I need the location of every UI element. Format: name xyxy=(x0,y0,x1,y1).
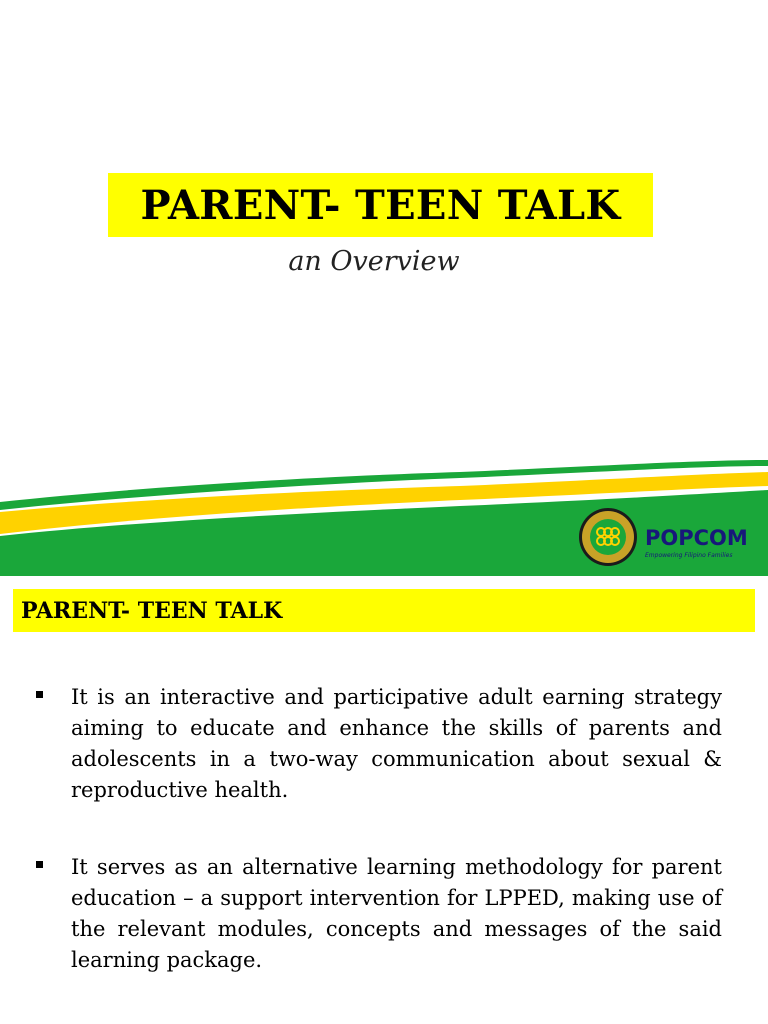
title-highlight-box xyxy=(108,173,653,237)
slide-header: PARENT- TEEN TALK xyxy=(21,597,283,624)
header-highlight-bar xyxy=(13,589,755,632)
list-item xyxy=(36,852,722,976)
content-slide xyxy=(0,576,768,1024)
logo-wordmark: POPCOM xyxy=(645,526,748,550)
slide-subtitle: an Overview xyxy=(288,246,460,277)
bullet-text: It serves as an alternative learning methodology for parent education – a support intervention for LPPED, making use of the relevant modules, concepts and messages of the said learning package. xyxy=(71,855,722,972)
popcom-seal-icon xyxy=(578,507,638,567)
square-bullet-icon xyxy=(36,691,43,698)
square-bullet-icon xyxy=(36,861,43,868)
list-item xyxy=(36,682,722,806)
slide-title: PARENT- TEEN TALK xyxy=(140,181,621,229)
bullet-list xyxy=(36,682,722,976)
bullet-text: It is an interactive and participative adult earning strategy aiming to educate and enhance the skills of parents and adolescents in a two-way communication about sexual & reproductive health. xyxy=(71,685,722,802)
logo-tagline: Empowering Filipino Families xyxy=(645,552,733,559)
